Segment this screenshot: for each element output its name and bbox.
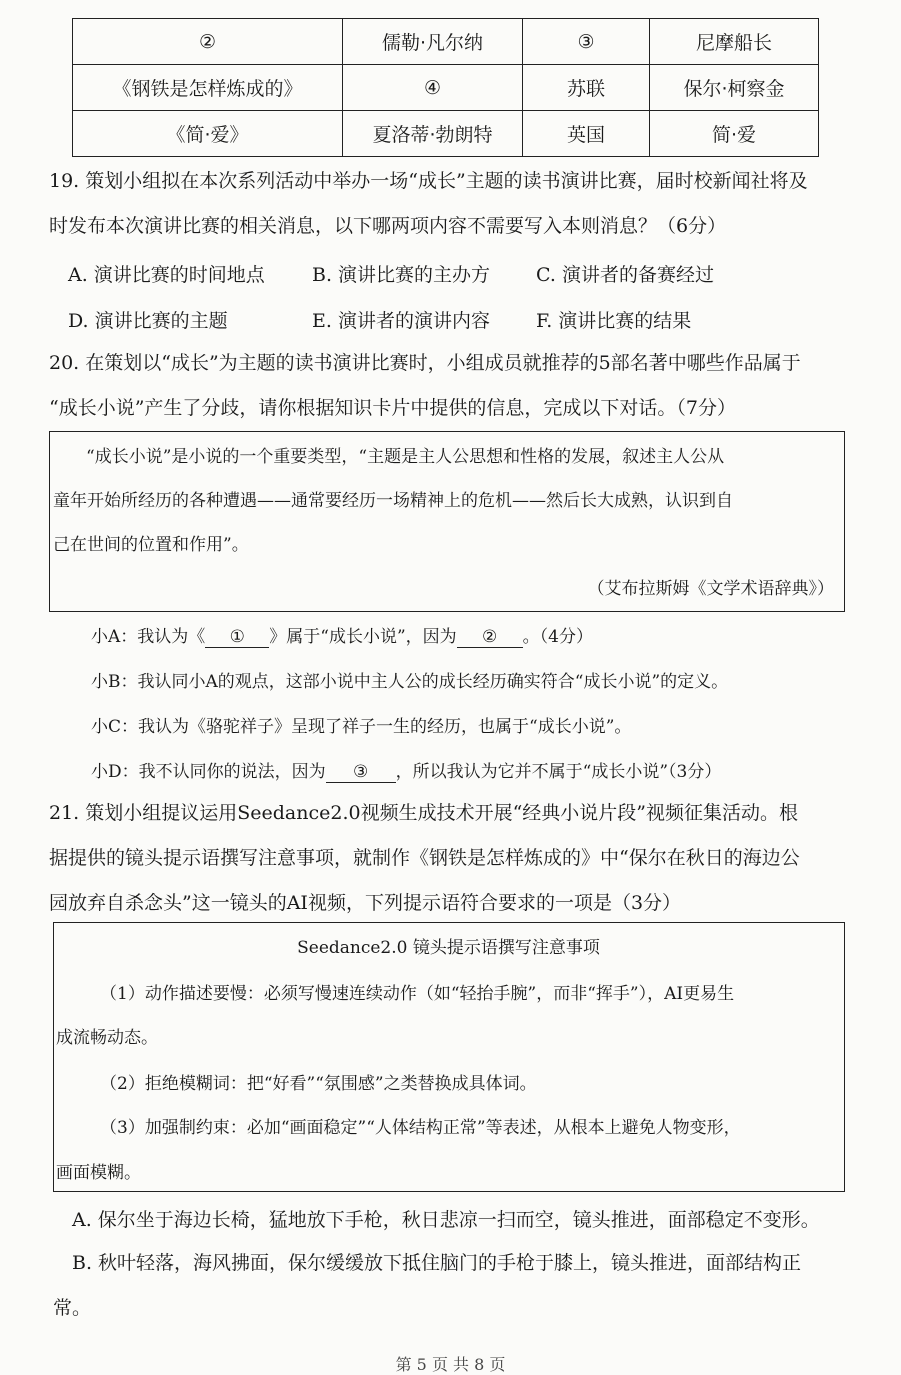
table-cell: 简·爱	[650, 111, 819, 157]
novel-table	[72, 18, 819, 157]
notes-item-3: （3）加强制约束：必加“画面稳定”“人体结构正常”等表述，从根本上避免人物变形，	[100, 1118, 741, 1138]
card-source: （艾布拉斯姆《文学术语辞典》）	[587, 579, 834, 599]
table-cell: 夏洛蒂·勃朗特	[343, 111, 523, 157]
dialog-d-text: 小D：我不认同你的说法，因为	[91, 762, 326, 782]
table-cell: 苏联	[523, 65, 650, 111]
q21-option-b: B. 秋叶轻落，海风拂面，保尔缓缓放下抵住脑门的手枪于膝上，镜头推进，面部结构正	[72, 1252, 802, 1274]
dialog-d	[91, 757, 721, 783]
dialog-d-text: ，所以我认为它并不属于“成长小说”（3分）	[395, 762, 722, 782]
notes-item-3-cont: 画面模糊。	[56, 1163, 141, 1183]
card-line1: “成长小说”是小说的一个重要类型，“主题是主人公思想和性格的发展，叙述主人公从	[86, 447, 725, 467]
card-line3: 己在世间的位置和作用”。	[53, 535, 249, 555]
table-cell: 儒勒·凡尔纳	[343, 19, 523, 65]
q19-option-c: C. 演讲者的备赛经过	[536, 264, 714, 286]
q20-stem-line1: 20. 在策划以“成长”为主题的读书演讲比赛时，小组成员就推荐的5部名著中哪些作品属于	[49, 352, 801, 374]
q21-stem-line3: 园放弃自杀念头”这一镜头的AI视频，下列提示语符合要求的一项是（3分）	[49, 892, 682, 914]
q19-stem-line2: 时发布本次演讲比赛的相关消息，以下哪两项内容不需要写入本则消息？（6分）	[49, 215, 727, 237]
table-cell: 《简·爱》	[73, 111, 343, 157]
table-cell: 英国	[523, 111, 650, 157]
q19-stem-line1: 19. 策划小组拟在本次系列活动中举办一场“成长”主题的读书演讲比赛，届时校新闻社将及	[49, 170, 808, 192]
notes-item-2: （2）拒绝模糊词：把“好看”“氛围感”之类替换成具体词。	[100, 1074, 537, 1094]
table-row	[73, 19, 819, 65]
table-cell: ②	[73, 19, 343, 65]
q21-option-a: A. 保尔坐于海边长椅，猛地放下手枪，秋日悲凉一扫而空，镜头推进，面部稳定不变形。	[72, 1209, 820, 1231]
knowledge-card	[49, 431, 845, 612]
q20-stem-line2: “成长小说”产生了分歧，请你根据知识卡片中提供的信息，完成以下对话。（7分）	[49, 397, 737, 419]
table-cell: ④	[343, 65, 523, 111]
q19-option-f: F. 演讲比赛的结果	[536, 310, 692, 332]
q21-stem-line2: 据提供的镜头提示语撰写注意事项，就制作《钢铁是怎样炼成的》中“保尔在秋日的海边公	[49, 847, 800, 869]
blank-1[interactable]: ①	[205, 627, 269, 648]
q19-option-d: D. 演讲比赛的主题	[68, 310, 228, 332]
q21-stem-line1: 21. 策划小组提议运用Seedance2.0视频生成技术开展“经典小说片段”视频征集活动。根	[49, 802, 799, 824]
q19-option-e: E. 演讲者的演讲内容	[312, 310, 490, 332]
page-footer: 第 5 页 共 8 页	[395, 1355, 506, 1374]
dialog-c: 小C：我认为《骆驼祥子》呈现了祥子一生的经历，也属于“成长小说”。	[91, 717, 632, 737]
q19-option-b: B. 演讲比赛的主办方	[312, 264, 491, 286]
notes-item-1-cont: 成流畅动态。	[56, 1028, 158, 1048]
notes-title: Seedance2.0 镜头提示语撰写注意事项	[297, 938, 600, 958]
notes-box	[53, 922, 845, 1192]
blank-3[interactable]: ③	[326, 762, 396, 783]
card-line2: 童年开始所经历的各种遭遇——通常要经历一场精神上的危机——然后长大成熟，认识到自	[53, 491, 733, 511]
dialog-a-text: 小A：我认为《	[91, 627, 206, 647]
table-cell: 尼摩船长	[650, 19, 819, 65]
q21-option-b-cont: 常。	[53, 1297, 92, 1319]
table-cell: ③	[523, 19, 650, 65]
dialog-a-text: 。（4分）	[522, 627, 593, 647]
table-row	[73, 65, 819, 111]
table-cell: 保尔·柯察金	[650, 65, 819, 111]
table-row	[73, 111, 819, 157]
dialog-a	[91, 622, 593, 648]
q19-option-a: A. 演讲比赛的时间地点	[68, 264, 265, 286]
table-cell: 《钢铁是怎样炼成的》	[73, 65, 343, 111]
blank-2[interactable]: ②	[457, 627, 523, 648]
dialog-a-text: 》属于“成长小说”，因为	[269, 627, 457, 647]
dialog-b: 小B：我认同小A的观点，这部小说中主人公的成长经历确实符合“成长小说”的定义。	[91, 672, 729, 692]
notes-item-1: （1）动作描述要慢：必须写慢速连续动作（如“轻抬手腕”，而非“挥手”），AI更易生	[100, 984, 735, 1004]
